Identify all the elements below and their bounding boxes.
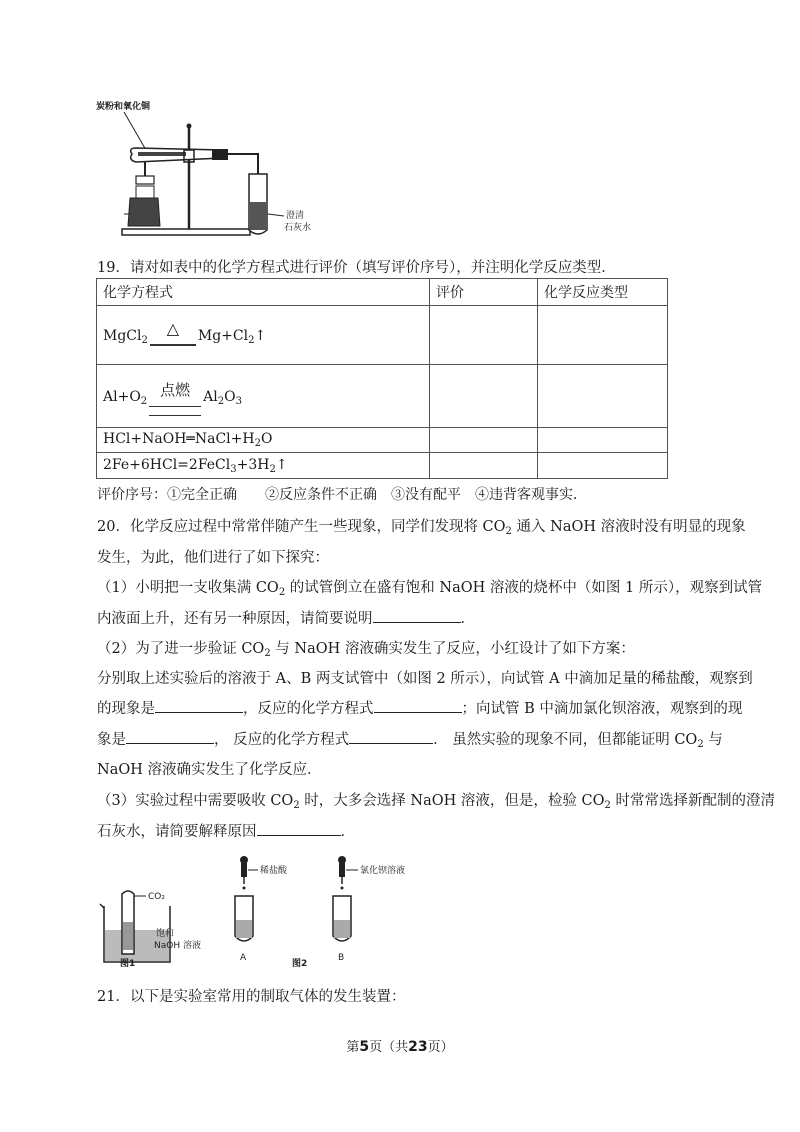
- q20-line-9: NaOH 溶液确实发生了化学反应．: [97, 762, 322, 778]
- answer-blank-2[interactable]: [155, 711, 243, 713]
- q20-line-11: 石灰水，请简要解释原因 ．: [97, 824, 355, 840]
- table-cell-type-2: [538, 365, 668, 428]
- table-cell-evaluation-3: [430, 428, 538, 453]
- tube-a-label: A: [240, 953, 247, 963]
- table-row-equation-4: $2Fe+6HCl=2FeCl_3+3H_2↑$: [97, 453, 430, 479]
- equations-table: [96, 278, 668, 479]
- q20-line-8: 象是 ， 反应的化学方程式 ． 虽然实验的现象不同，但都能证明 $CO_2$ 与: [97, 732, 723, 750]
- table-cell-evaluation-4: [430, 453, 538, 479]
- answer-blank-1[interactable]: [373, 621, 461, 623]
- page-footer: 第5页（共23页）: [346, 1039, 454, 1055]
- q20-line-7: 的现象是 ，反应的化学方程式 ；向试管 B 中滴加氯化钡溶液，观察到的现: [97, 701, 743, 717]
- label-dilute-hcl: 稀盐酸: [260, 866, 288, 876]
- label-saturated: 饱和: [156, 929, 175, 939]
- label-co2: CO₂: [148, 892, 165, 902]
- answer-blank-4[interactable]: [126, 742, 214, 744]
- tube-b-label: B: [338, 953, 345, 963]
- condition-heat: △: [166, 318, 180, 338]
- experiment-figures: [96, 850, 436, 972]
- figure-2-caption: 图2: [292, 959, 308, 969]
- current-page: 5: [359, 1039, 370, 1055]
- table-row-equation-2: $Al+O_2$点燃 $Al_2O_3$: [97, 365, 430, 428]
- evaluation-legend: 评价序号：①完全正确 ②反应条件不正确 ③没有配平 ④违背客观事实．: [97, 487, 587, 503]
- figure-1-caption: 图1: [120, 959, 136, 969]
- q21-title: 21．以下是实验室常用的制取气体的发生装置：: [97, 989, 406, 1005]
- figure-label-limewater-1: 澄清: [286, 211, 305, 221]
- table-cell-evaluation-1: [430, 306, 538, 365]
- label-naoh-solution: NaOH 溶液: [154, 941, 201, 951]
- answer-blank-6[interactable]: [257, 834, 341, 836]
- figure-label-limewater-2: 石灰水: [284, 223, 312, 233]
- q20-line-5: （2）为了进一步验证 $CO_2$ 与 NaOH 溶液确实发生了反应，小红设计了如下方案：: [97, 641, 635, 659]
- table-header-evaluation: 评价: [430, 279, 538, 306]
- table-cell-type-3: [538, 428, 668, 453]
- apparatus-figure: [94, 96, 322, 240]
- q20-line-2: 发生，为此，他们进行了如下探究：: [97, 550, 329, 566]
- table-cell-type-1: [538, 306, 668, 365]
- table-header-reaction-type: 化学反应类型: [538, 279, 668, 306]
- table-header-equation: 化学方程式: [97, 279, 430, 306]
- q20-line-3: （1）小明把一支收集满 $CO_2$ 的试管倒立在盛有饱和 NaOH 溶液的烧杯中（如图 1 所示），观察到试管: [97, 580, 763, 598]
- table-row-equation-1: MgCl$_2$△ $Mg+Cl_2↑$: [97, 306, 430, 365]
- table-cell-evaluation-2: [430, 365, 538, 428]
- q19-title: 19．请对如表中的化学方程式进行评价（填写评价序号），并注明化学反应类型．: [97, 260, 616, 276]
- q20-line-4: 内液面上升，还有另一种原因，请简要说明 ．: [97, 611, 475, 627]
- figure-label-reactants: 炭粉和氧化铜: [96, 102, 151, 112]
- label-bacl2-solution: 氯化钡溶液: [360, 866, 406, 876]
- table-cell-type-4: [538, 453, 668, 479]
- answer-blank-5[interactable]: [349, 742, 433, 744]
- q20-line-10: （3）实验过程中需要吸收 $CO_2$ 时，大多会选择 NaOH 溶液，但是，检验 $CO_2$ 时常常选择新配制的澄清: [97, 793, 775, 811]
- q20-line-6: 分别取上述实验后的溶液于 A、B 两支试管中（如图 2 所示），向试管 A 中滴加足量的稀盐酸，观察到: [97, 671, 753, 687]
- table-row-equation-3: $HCl+NaOH═NaCl+H_2O$: [97, 428, 430, 453]
- answer-blank-3[interactable]: [374, 711, 462, 713]
- condition-ignite: 点燃: [160, 381, 191, 399]
- q20-line-1: 20．化学反应过程中常常伴随产生一些现象，同学们发现将 $CO_2$ 通入 NaOH 溶液时没有明显的现象: [97, 519, 746, 537]
- total-pages: 23: [408, 1039, 428, 1055]
